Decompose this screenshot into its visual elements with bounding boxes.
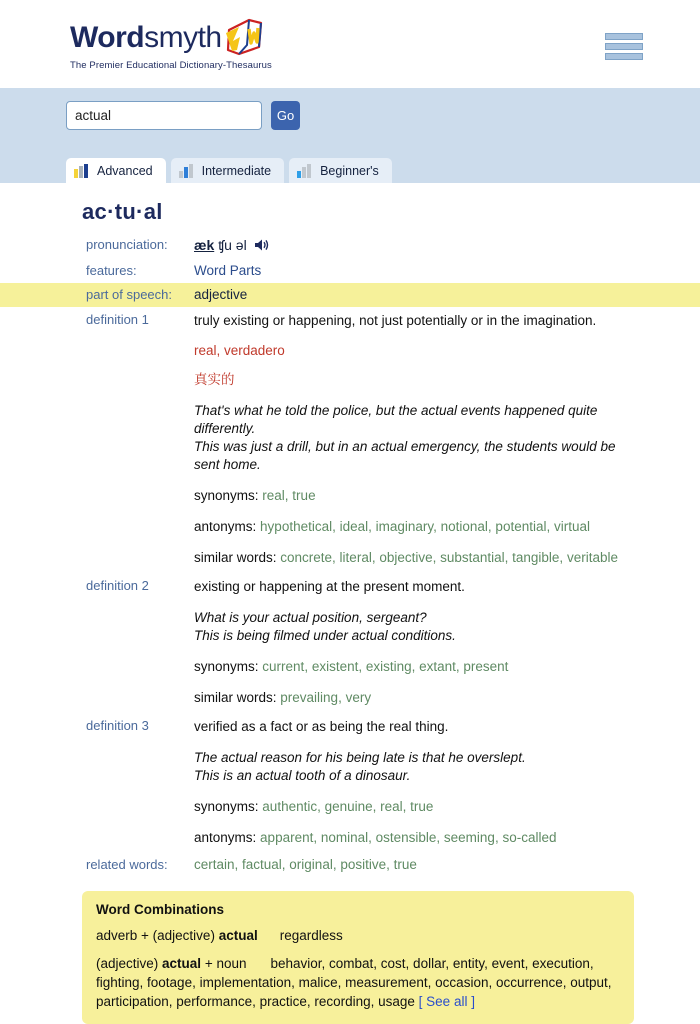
speaker-icon[interactable] [254,238,270,256]
wc1-items[interactable]: regardless [279,928,343,943]
level-advanced-icon [74,164,89,178]
word-combination-line-2 [96,954,620,1011]
definition-block-1 [0,307,700,567]
antonyms-values[interactable]: hypothetical, ideal, imaginary, notional, potential, virtual [260,519,590,534]
wc1-pattern [96,926,258,945]
meta-row-features [0,259,700,283]
definition-1-synonyms [194,486,634,505]
see-all-link[interactable]: [ See all ] [418,994,475,1009]
definition-1-translation-zh[interactable]: 真实的 [194,372,235,387]
definition-1-similar-words [194,548,634,567]
definition-3-text: verified as a fact or as being the real thing. [194,719,449,734]
similar-words-values[interactable]: prevailing, very [280,690,372,705]
level-tabs [0,158,700,183]
site-logo[interactable] [70,17,272,71]
wc1-pattern-headword: actual [218,928,258,943]
definition-3-examples [194,749,634,785]
tab-intermediate-label: Intermediate [201,163,272,178]
definition-3-synonyms [194,797,634,816]
logo-smyth-text: smyth [144,21,222,54]
go-button[interactable]: Go [271,101,300,130]
example-sentence: The actual reason for his being late is that he overslept. [194,750,526,765]
example-sentence: What is your actual position, sergeant? [194,610,427,625]
definition-2-synonyms [194,657,634,676]
definition-row [0,717,700,847]
definition-2-text: existing or happening at the present moment. [194,579,465,594]
similar-words-label: similar words: [194,550,277,565]
example-sentence: This is an actual tooth of a dinosaur. [194,768,411,783]
pronunciation-value [194,236,340,256]
definition-2-similar-words [194,688,634,707]
wc2-items[interactable]: behavior, combat, cost, dollar, entity, event, execution, fighting, footage, implementation, malice, measurement, occasion, occurrence, output, participation, performance, practice, recording, usage [96,956,612,1009]
definition-block-3 [0,707,700,847]
logo-tagline: The Premier Educational Dictionary-Thesaurus [70,60,272,71]
wc2-pattern-pre: (adjective) [96,956,163,971]
pronunciation-rest: ʧu əl [214,237,247,253]
definition-1-body [194,311,700,567]
definition-block-2 [0,567,700,707]
definition-2-label: definition 2 [86,578,149,593]
search-input[interactable] [66,101,262,130]
page-title: ac·tu·al [82,199,163,224]
definition-1-label: definition 1 [86,312,149,327]
search-bar-region [0,88,700,158]
word-combinations-title: Word Combinations [96,902,224,917]
definition-1-translation-es[interactable]: real, verdadero [194,343,285,358]
definition-row [0,311,700,567]
antonyms-values[interactable]: apparent, nominal, ostensible, seeming, so-called [260,830,557,845]
word-parts-link[interactable]: Word Parts [194,263,262,278]
hamburger-bar-1 [605,33,643,40]
wc1-pattern-pre: adverb + (adjective) [96,928,219,943]
meta-row-pronunciation [0,233,700,259]
hamburger-bar-3 [605,53,643,60]
example-sentence: This is being filmed under actual conditions. [194,628,456,643]
example-sentence: That's what he told the police, but the actual events happened quite differently. [194,403,598,436]
search-row [66,101,700,130]
definition-2-examples [194,609,634,645]
definition-2-body [194,577,700,707]
synonyms-label: synonyms: [194,799,259,814]
wc2-pattern-post: + noun [201,956,247,971]
related-words-row [0,853,700,877]
definition-1-examples [194,402,634,474]
related-words-label: related words: [86,857,168,872]
pronunciation-label: pronunciation: [86,237,168,252]
logo-word-text: Word [70,21,145,54]
related-words-values[interactable]: certain, factual, original, positive, true [194,857,417,872]
wc2-pattern-headword: actual [162,956,202,971]
definition-3-antonyms [194,828,634,847]
tab-beginners-label: Beginner's [320,163,379,178]
features-label: features: [86,263,137,278]
definition-3-label: definition 3 [86,718,149,733]
tab-advanced-label: Advanced [97,163,153,178]
site-header [0,0,700,88]
definition-3-body [194,717,700,847]
tab-beginners[interactable] [289,158,392,183]
word-combination-line-1 [96,926,620,945]
level-intermediate-icon [179,164,194,178]
hamburger-bar-2 [605,43,643,50]
tab-intermediate[interactable] [171,158,284,183]
synonyms-label: synonyms: [194,488,259,503]
example-sentence: This was just a drill, but in an actual emergency, the students would be sent home. [194,439,616,472]
entry-content [0,199,700,1009]
hamburger-menu-icon[interactable] [605,33,643,60]
synonyms-values[interactable]: current, existent, existing, extant, present [262,659,509,674]
tab-advanced[interactable] [66,158,166,183]
level-beginners-icon [297,164,312,178]
meta-row-part-of-speech [0,283,700,307]
definition-row [0,577,700,707]
word-combinations-panel [82,891,634,1024]
antonyms-label: antonyms: [194,830,257,845]
wc2-pattern [96,954,246,973]
synonyms-values[interactable]: real, true [262,488,316,503]
antonyms-label: antonyms: [194,519,257,534]
definition-1-antonyms [194,517,634,536]
pronunciation-stress: æk [194,237,215,253]
definition-1-text: truly existing or happening, not just potentially or in the imagination. [194,313,597,328]
similar-words-label: similar words: [194,690,277,705]
book-logo-icon [223,17,265,57]
part-of-speech-label: part of speech: [86,287,172,302]
similar-words-values[interactable]: concrete, literal, objective, substantial, tangible, veritable [280,550,618,565]
part-of-speech-value: adjective [194,287,248,302]
synonyms-label: synonyms: [194,659,259,674]
synonyms-values[interactable]: authentic, genuine, real, true [262,799,434,814]
logo-wordmark [70,17,265,53]
